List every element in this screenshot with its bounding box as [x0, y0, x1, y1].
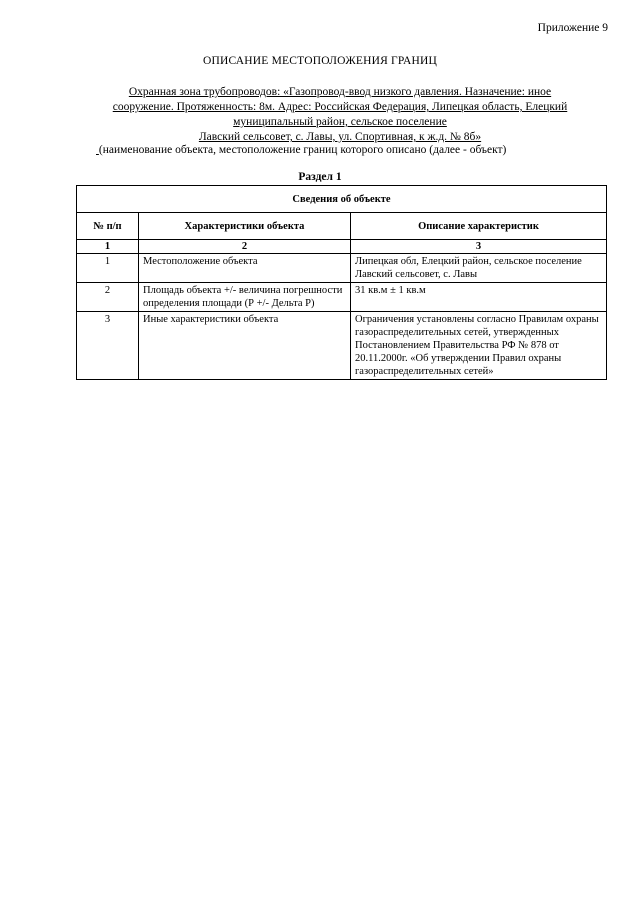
- object-line-1: Охранная зона трубопроводов: «Газопровод-ввод низкого давления. Назначение: иное: [128, 86, 552, 98]
- row-number: 1: [77, 254, 139, 283]
- column-header-number: № п/п: [77, 213, 139, 240]
- row-number: 3: [77, 312, 139, 380]
- column-header-description: Описание характеристик: [351, 213, 607, 240]
- appendix-label: Приложение 9: [537, 22, 608, 34]
- table-row: [77, 283, 607, 312]
- row-number: 2: [77, 283, 139, 312]
- table-row: [77, 254, 607, 283]
- section-label: Раздел 1: [298, 171, 342, 183]
- table-title: Сведения об объекте: [77, 186, 607, 213]
- row-characteristic: Местоположение объекта: [139, 254, 351, 283]
- row-description: Ограничения установлены согласно Правилам охраны газораспределительных сетей, утвержденных Постановлением Правительства РФ № 878 от 20.11.2000г. «Об утверждении Правил охраны газораспределительных сетей»: [351, 312, 607, 380]
- row-characteristic: Иные характеристики объекта: [139, 312, 351, 380]
- column-number-2: 2: [139, 240, 351, 254]
- column-header-characteristic: Характеристики объекта: [139, 213, 351, 240]
- object-line-4: Лавский сельсовет, с. Лавы, ул. Спортивная, к ж.д. № 8б»: [198, 131, 482, 143]
- object-line-2: сооружение. Протяженность: 8м. Адрес: Российская Федерация, Липецкая область, Елецкий: [112, 101, 568, 113]
- table-row: [77, 312, 607, 380]
- column-number-3: 3: [351, 240, 607, 254]
- object-caption: [96, 143, 596, 158]
- object-info-table: [76, 185, 607, 380]
- row-description: 31 кв.м ± 1 кв.м: [351, 283, 607, 312]
- object-description: [70, 85, 610, 145]
- object-line-3: муниципальный район, сельское поселение: [233, 116, 447, 128]
- object-caption-text: (наименование объекта, местоположение границ которого описано (далее - объект): [98, 144, 507, 156]
- document-title: ОПИСАНИЕ МЕСТОПОЛОЖЕНИЯ ГРАНИЦ: [202, 55, 438, 67]
- row-description: Липецкая обл, Елецкий район, сельское поселение Лавский сельсовет, с. Лавы: [351, 254, 607, 283]
- row-characteristic: Площадь объекта +/- величина погрешности определения площади (Р +/- Дельта Р): [139, 283, 351, 312]
- column-number-1: 1: [77, 240, 139, 254]
